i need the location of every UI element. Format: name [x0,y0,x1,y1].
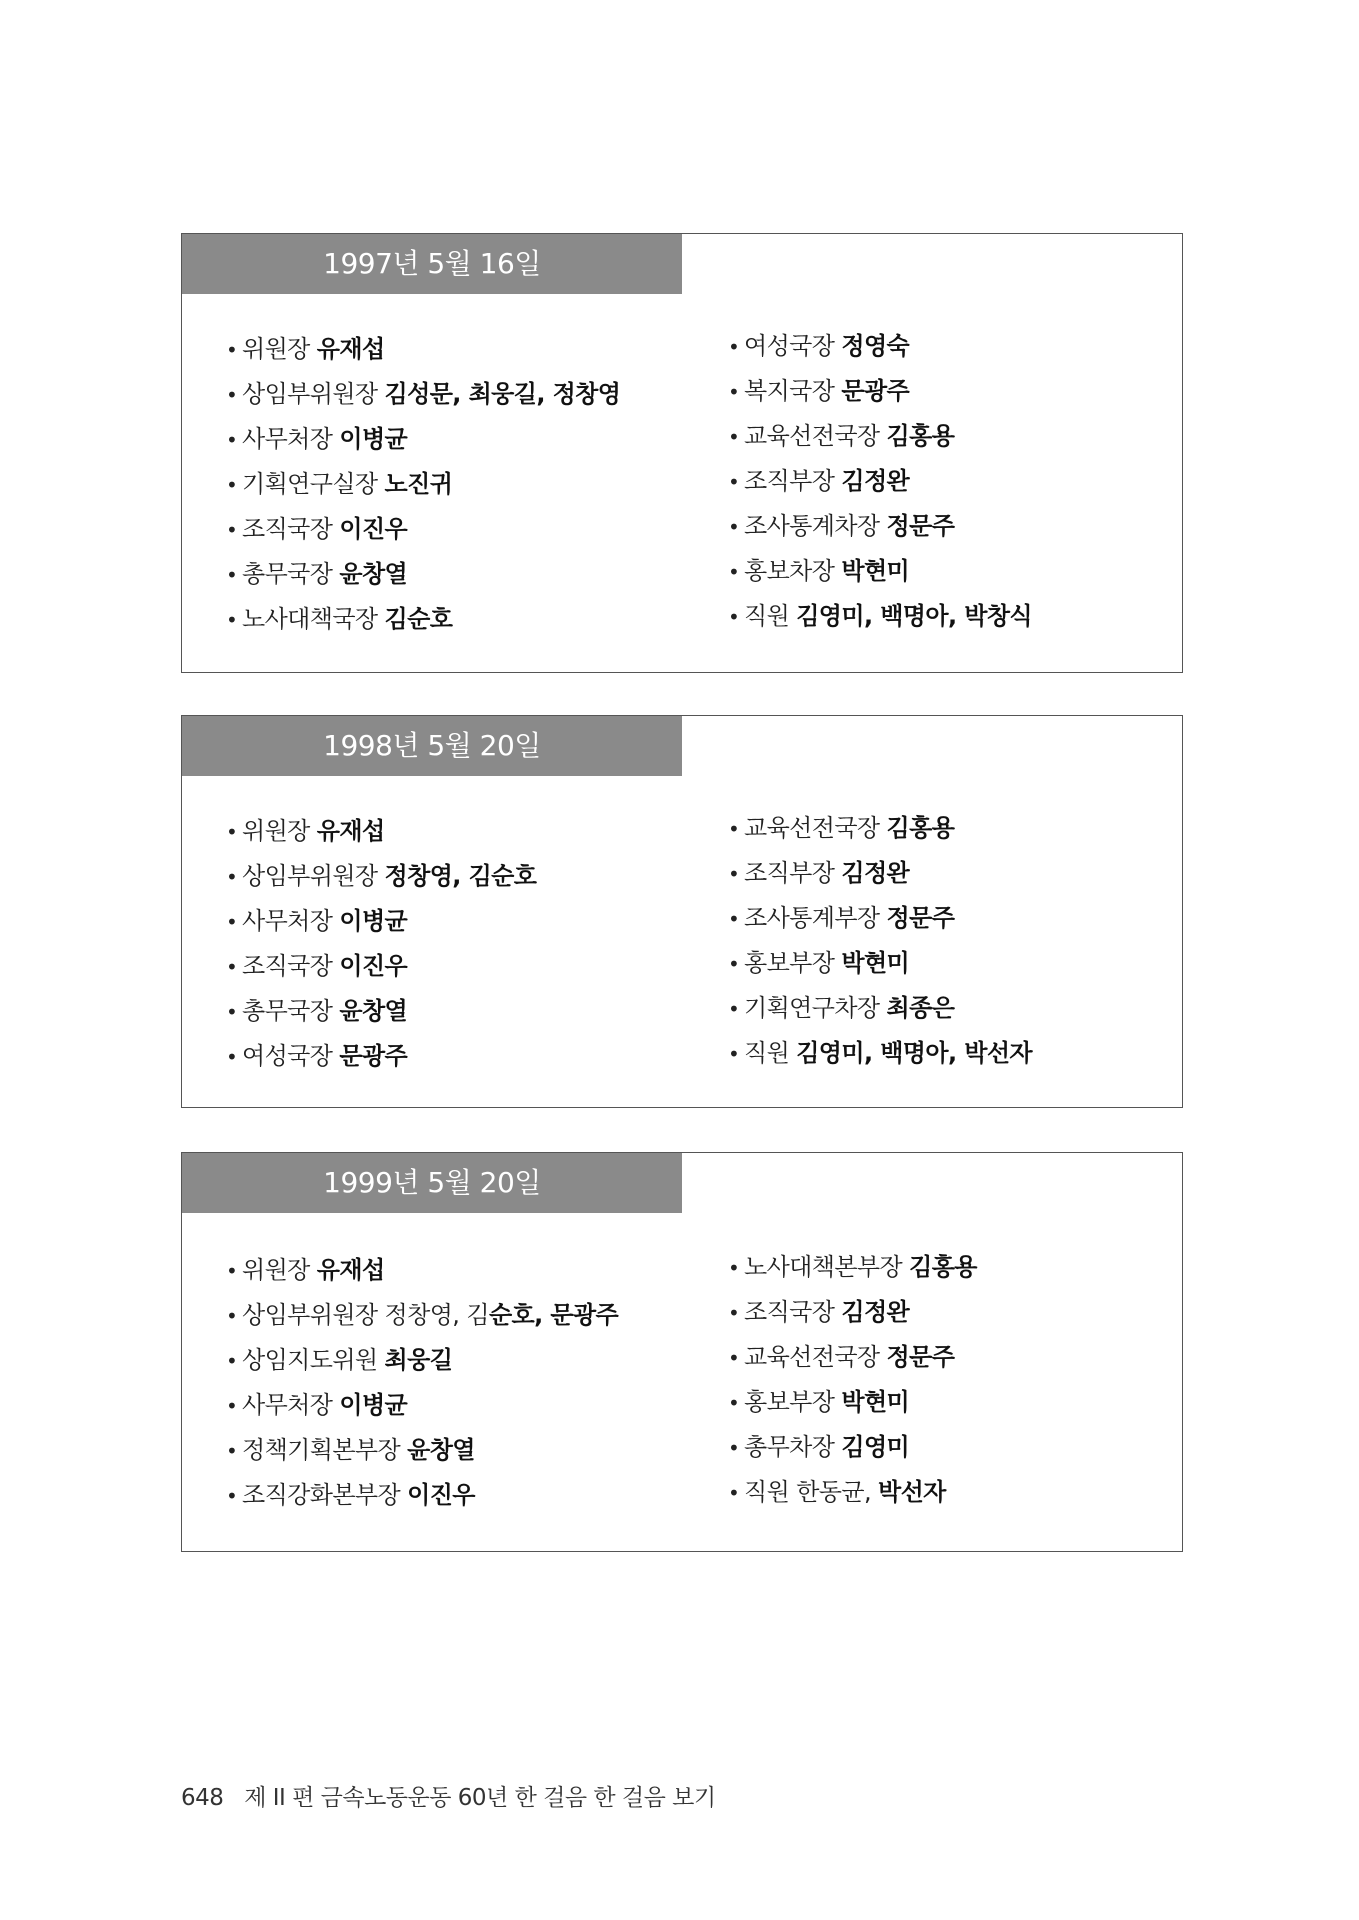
roster-right-column [728,1245,977,1515]
bullet-icon: • [728,952,740,976]
bullet-icon: • [226,383,238,407]
bullet-icon: • [226,1439,238,1463]
roster-item: • 기획연구차장 최종은 [728,986,1032,1031]
bullet-icon: • [728,1436,740,1460]
bullet-icon: • [226,1484,238,1508]
roster-item: • 총무국장 윤창열 [226,989,536,1034]
roster-item: • 상임부위원장 정창영, 김순호, 문광주 [226,1293,618,1338]
roster-item: • 기획연구실장 노진귀 [226,462,620,507]
roster-item: • 여성국장 문광주 [226,1034,536,1079]
bullet-icon: • [728,560,740,584]
page-number: 648 [181,1785,224,1811]
bullet-icon: • [728,1346,740,1370]
roster-item: • 직원 김영미, 백명아, 박창식 [728,594,1032,639]
bullet-icon: • [728,862,740,886]
roster-box-1997 [181,233,1183,673]
roster-item: • 여성국장 정영숙 [728,324,1032,369]
bullet-icon: • [226,563,238,587]
bullet-icon: • [728,907,740,931]
roster-item: • 조직국장 김정완 [728,1290,977,1335]
bullet-icon: • [226,518,238,542]
chapter-label: 제 II 편 [244,1785,314,1811]
roster-item: • 홍보부장 박현미 [728,1380,977,1425]
bullet-icon: • [226,910,238,934]
roster-item: • 위원장 유재섭 [226,327,620,372]
roster-item: • 총무국장 윤창열 [226,552,620,597]
bullet-icon: • [226,473,238,497]
bullet-icon: • [226,955,238,979]
roster-item: • 위원장 유재섭 [226,809,536,854]
page-footer [181,1780,716,1816]
roster-item: • 직원 한동균, 박선자 [728,1470,977,1515]
roster-item: • 교육선전국장 정문주 [728,1335,977,1380]
bullet-icon: • [226,338,238,362]
roster-item: • 위원장 유재섭 [226,1248,618,1293]
bullet-icon: • [728,997,740,1021]
roster-item: • 교육선전국장 김홍용 [728,806,1032,851]
bullet-icon: • [226,820,238,844]
bullet-icon: • [226,1394,238,1418]
roster-item: • 조직부장 김정완 [728,851,1032,896]
roster-item: • 사무처장 이병균 [226,899,536,944]
bullet-icon: • [728,380,740,404]
roster-item: • 노사대책국장 김순호 [226,597,620,642]
bullet-icon: • [728,1481,740,1505]
roster-item: • 조사통계차장 정문주 [728,504,1032,549]
bullet-icon: • [226,1000,238,1024]
roster-item: • 홍보차장 박현미 [728,549,1032,594]
roster-left-column [226,809,536,1079]
bullet-icon: • [728,1256,740,1280]
bullet-icon: • [728,470,740,494]
bullet-icon: • [226,608,238,632]
roster-box-1998 [181,715,1183,1108]
roster-item: • 홍보부장 박현미 [728,941,1032,986]
section-date-header: 1998년 5월 20일 [182,716,682,776]
roster-item: • 교육선전국장 김홍용 [728,414,1032,459]
bullet-icon: • [728,335,740,359]
roster-right-column [728,806,1032,1076]
bullet-icon: • [226,1349,238,1373]
section-date-header: 1999년 5월 20일 [182,1153,682,1213]
bullet-icon: • [226,1259,238,1283]
roster-item: • 사무처장 이병균 [226,417,620,462]
roster-item: • 직원 김영미, 백명아, 박선자 [728,1031,1032,1076]
bullet-icon: • [226,1304,238,1328]
roster-item: • 상임부위원장 정창영, 김순호 [226,854,536,899]
roster-left-column [226,327,620,642]
roster-item: • 조직강화본부장 이진우 [226,1473,618,1518]
bullet-icon: • [728,425,740,449]
bullet-icon: • [728,817,740,841]
roster-item: • 복지국장 문광주 [728,369,1032,414]
roster-item: • 총무차장 김영미 [728,1425,977,1470]
roster-item: • 조사통계부장 정문주 [728,896,1032,941]
bullet-icon: • [728,1042,740,1066]
roster-item: • 정책기획본부장 윤창열 [226,1428,618,1473]
book-title: 금속노동운동 60년 한 걸음 한 걸음 보기 [320,1785,716,1811]
section-date-header: 1997년 5월 16일 [182,234,682,294]
roster-item: • 조직국장 이진우 [226,944,536,989]
roster-right-column [728,324,1032,639]
roster-item: • 상임지도위원 최웅길 [226,1338,618,1383]
bullet-icon: • [728,605,740,629]
bullet-icon: • [728,1391,740,1415]
roster-item: • 조직부장 김정완 [728,459,1032,504]
roster-item: • 노사대책본부장 김홍용 [728,1245,977,1290]
bullet-icon: • [226,428,238,452]
bullet-icon: • [226,865,238,889]
roster-box-1999 [181,1152,1183,1552]
roster-item: • 상임부위원장 김성문, 최웅길, 정창영 [226,372,620,417]
bullet-icon: • [728,515,740,539]
roster-item: • 조직국장 이진우 [226,507,620,552]
roster-left-column [226,1248,618,1518]
bullet-icon: • [728,1301,740,1325]
roster-item: • 사무처장 이병균 [226,1383,618,1428]
bullet-icon: • [226,1045,238,1069]
